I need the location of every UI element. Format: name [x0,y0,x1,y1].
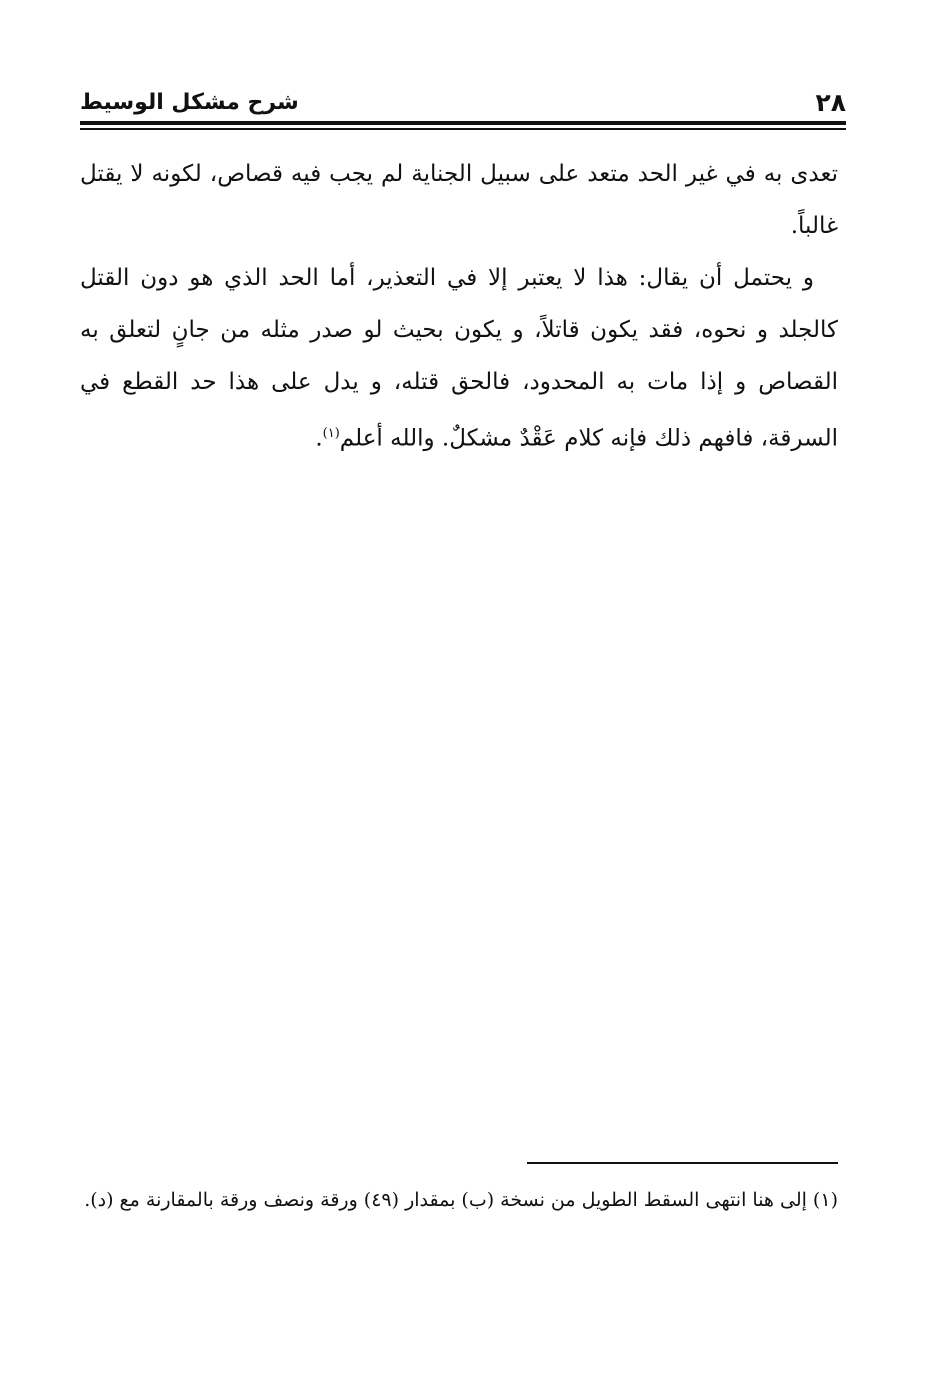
footnote: (١) إلى هنا انتهى السقط الطويل من نسخة (ب) بمقدار (٤٩) ورقة ونصف ورقة بالمقارنة مع (د). [84,1189,838,1211]
footnote-separator [527,1162,838,1164]
header-rule-thick [80,121,846,125]
paragraph-2 [80,252,838,465]
page-header [80,88,846,118]
footnote-reference: (١) [322,426,340,441]
page-number: ٢٨ [815,88,846,117]
main-text [80,148,838,465]
header-rule-thin [80,128,846,130]
paragraph-1: تعدى به في غير الحد متعد على سبيل الجناية لم يجب فيه قصاص، لكونه لا يقتل غالباً. [80,161,838,239]
paragraph-2-text: و يحتمل أن يقال: هذا لا يعتبر إلا في التعذير، أما الحد الذي هو دون القتل كالجلد و نحوه، فقد يكون قاتلاً، و يكون بحيث لو صدر مثله من جانٍ لتعلق به القصاص و إذا مات به المحدود، فالحق قتله، و يدل على هذا حد القطع في السرقة، فافهم ذلك فإنه كلام عَقْدٌ مشكلٌ. والله أعلم [80,265,838,452]
running-title: شرح مشكل الوسيط [80,90,299,115]
paragraph-2-end: . [315,425,323,452]
